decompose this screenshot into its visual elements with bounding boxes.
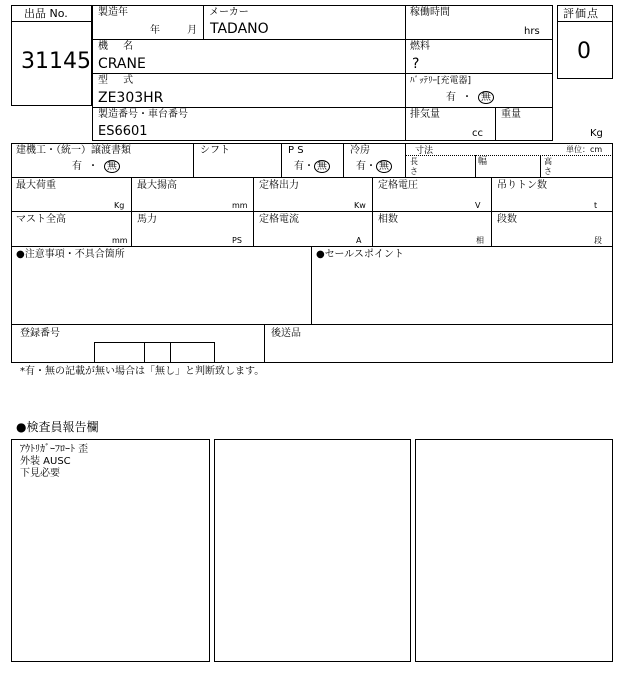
- inspector-line-2: 外装 AUSC: [20, 456, 71, 467]
- maker-value: TADANO: [210, 21, 269, 37]
- lot-label: 出品 No.: [24, 7, 68, 20]
- docs-col-line: [540, 155, 541, 177]
- year-month: 年 月: [150, 25, 198, 36]
- specs-row-line: [11, 324, 613, 325]
- max-load-label: 最大荷重: [16, 180, 56, 191]
- battery-no-circled: 無: [478, 91, 494, 104]
- inspector-line-1: ｱｳﾄﾘｶﾞｰﾌﾛｰﾄ 歪: [20, 444, 89, 455]
- footnote: *有・無の記載が無い場合は「無し」と判断致します。: [20, 366, 265, 377]
- phase-unit: 相: [476, 236, 484, 245]
- sales-label: ●セールスポイント: [316, 249, 404, 260]
- serial-label: 製造番号・車台番号: [98, 109, 188, 120]
- docs-col-line: [475, 155, 476, 177]
- battery-yes: 有: [446, 92, 456, 103]
- lot-divider: [11, 21, 92, 22]
- year-label: 製造年: [98, 7, 128, 18]
- postsend-label: 後送品: [271, 328, 301, 339]
- transfer-no-circled: 無: [104, 160, 120, 173]
- fuel-label: 燃料: [410, 41, 430, 52]
- cooler-yes: 有: [356, 161, 366, 172]
- cooler-dot: ・: [366, 161, 376, 172]
- maker-label: メーカー: [209, 7, 249, 18]
- battery-dot: ・: [462, 92, 472, 103]
- weight-unit: Kg: [590, 128, 603, 139]
- ps-no-circled: 無: [314, 160, 330, 173]
- displacement-unit: cc: [472, 128, 483, 139]
- ps-label: P S: [288, 145, 304, 156]
- horsepower-label: 馬力: [137, 214, 157, 225]
- specs-row-line: [11, 177, 613, 178]
- type-value: ZE303HR: [98, 90, 164, 106]
- cooler-no-circled: 無: [376, 160, 392, 173]
- displacement-label: 排気量: [410, 109, 440, 120]
- lift-ton-unit: t: [594, 201, 598, 210]
- registration-label: 登録番号: [20, 328, 60, 339]
- rated-output-unit: Kw: [354, 201, 366, 210]
- header-col-line: [405, 5, 406, 141]
- reg-box-line: [94, 342, 95, 363]
- notes-col-line: [311, 246, 312, 324]
- grade-label: 評価点: [563, 7, 599, 20]
- length-label: 長さ: [410, 157, 418, 176]
- header-row-line: [92, 39, 553, 40]
- specs-row-line: [11, 246, 613, 247]
- docs-col-line: [281, 143, 282, 177]
- transfer-yes: 有: [72, 161, 82, 172]
- cooler-choice: [356, 160, 392, 173]
- grade-divider: [557, 21, 613, 22]
- specs-row-line: [11, 211, 613, 212]
- specs-col-line: [372, 177, 373, 246]
- docs-col-line: [193, 143, 194, 177]
- transfer-choice: [72, 160, 120, 173]
- max-load-unit: Kg: [114, 201, 125, 210]
- ps-yes: 有: [294, 161, 304, 172]
- caution-label: ●注意事項・不具合箇所: [16, 249, 125, 260]
- transfer-dot: ・: [88, 161, 98, 172]
- dims-label: 寸法: [415, 146, 434, 156]
- weight-label: 重量: [501, 109, 521, 120]
- inspector-box-2: [214, 439, 411, 662]
- specs-col-line: [131, 177, 132, 246]
- rated-output-label: 定格出力: [259, 180, 299, 191]
- serial-value: ES6601: [98, 124, 148, 139]
- hours-label: 稼働時間: [410, 7, 450, 18]
- hours-unit: hrs: [524, 26, 540, 37]
- mast-height-unit: mm: [112, 236, 128, 245]
- shift-label: シフト: [200, 145, 230, 156]
- transfer-label: 建機工・（統一）譲渡書類: [16, 145, 131, 156]
- specs-col-line: [491, 177, 492, 246]
- inspector-box-3: [415, 439, 613, 662]
- header-col-line: [495, 107, 496, 141]
- reg-box-line: [214, 342, 215, 363]
- header-row-line: [92, 107, 553, 108]
- rated-voltage-label: 定格電圧: [378, 180, 418, 191]
- docs-col-line: [405, 143, 406, 177]
- mast-height-label: マスト全高: [16, 214, 66, 225]
- stages-unit: 段: [594, 236, 602, 245]
- ps-choice: [294, 160, 330, 173]
- cooler-label: 冷房: [350, 145, 370, 156]
- model-name-label: 機 名: [98, 41, 140, 52]
- model-name-value: CRANE: [98, 56, 146, 72]
- reg-box-line: [170, 342, 171, 363]
- inspector-title: ●検査員報告欄: [16, 420, 99, 434]
- rated-voltage-unit: V: [475, 201, 481, 210]
- inspector-line-3: 下見必要: [20, 468, 60, 479]
- rated-current-label: 定格電流: [259, 214, 299, 225]
- lift-ton-label: 吊りトン数: [497, 180, 547, 191]
- unit-note: 単位：cm: [566, 145, 603, 154]
- reg-col-line: [264, 324, 265, 363]
- fuel-value: ?: [412, 56, 420, 72]
- width-label: 幅: [478, 157, 488, 167]
- max-lift-label: 最大揚高: [137, 180, 177, 191]
- header-col-line: [203, 5, 204, 39]
- docs-col-line: [343, 143, 344, 177]
- specs-col-line: [253, 177, 254, 246]
- type-label: 型 式: [98, 75, 140, 86]
- max-lift-unit: mm: [232, 201, 248, 210]
- grade-value: 0: [577, 39, 591, 64]
- ps-dot: ・: [304, 161, 314, 172]
- reg-box-top: [94, 342, 214, 343]
- lot-number: 31145: [21, 49, 91, 74]
- stages-label: 段数: [497, 214, 517, 225]
- battery-label: ﾊﾞｯﾃﾘｰ[充電器]: [410, 76, 472, 86]
- phase-label: 相数: [378, 214, 398, 225]
- rated-current-unit: A: [356, 236, 362, 245]
- reg-box-line: [144, 342, 145, 363]
- header-row-line: [92, 73, 553, 74]
- horsepower-unit: PS: [232, 236, 242, 245]
- battery-choice: [446, 91, 494, 104]
- height-label: 高さ: [544, 157, 552, 176]
- dims-subline: [405, 155, 613, 156]
